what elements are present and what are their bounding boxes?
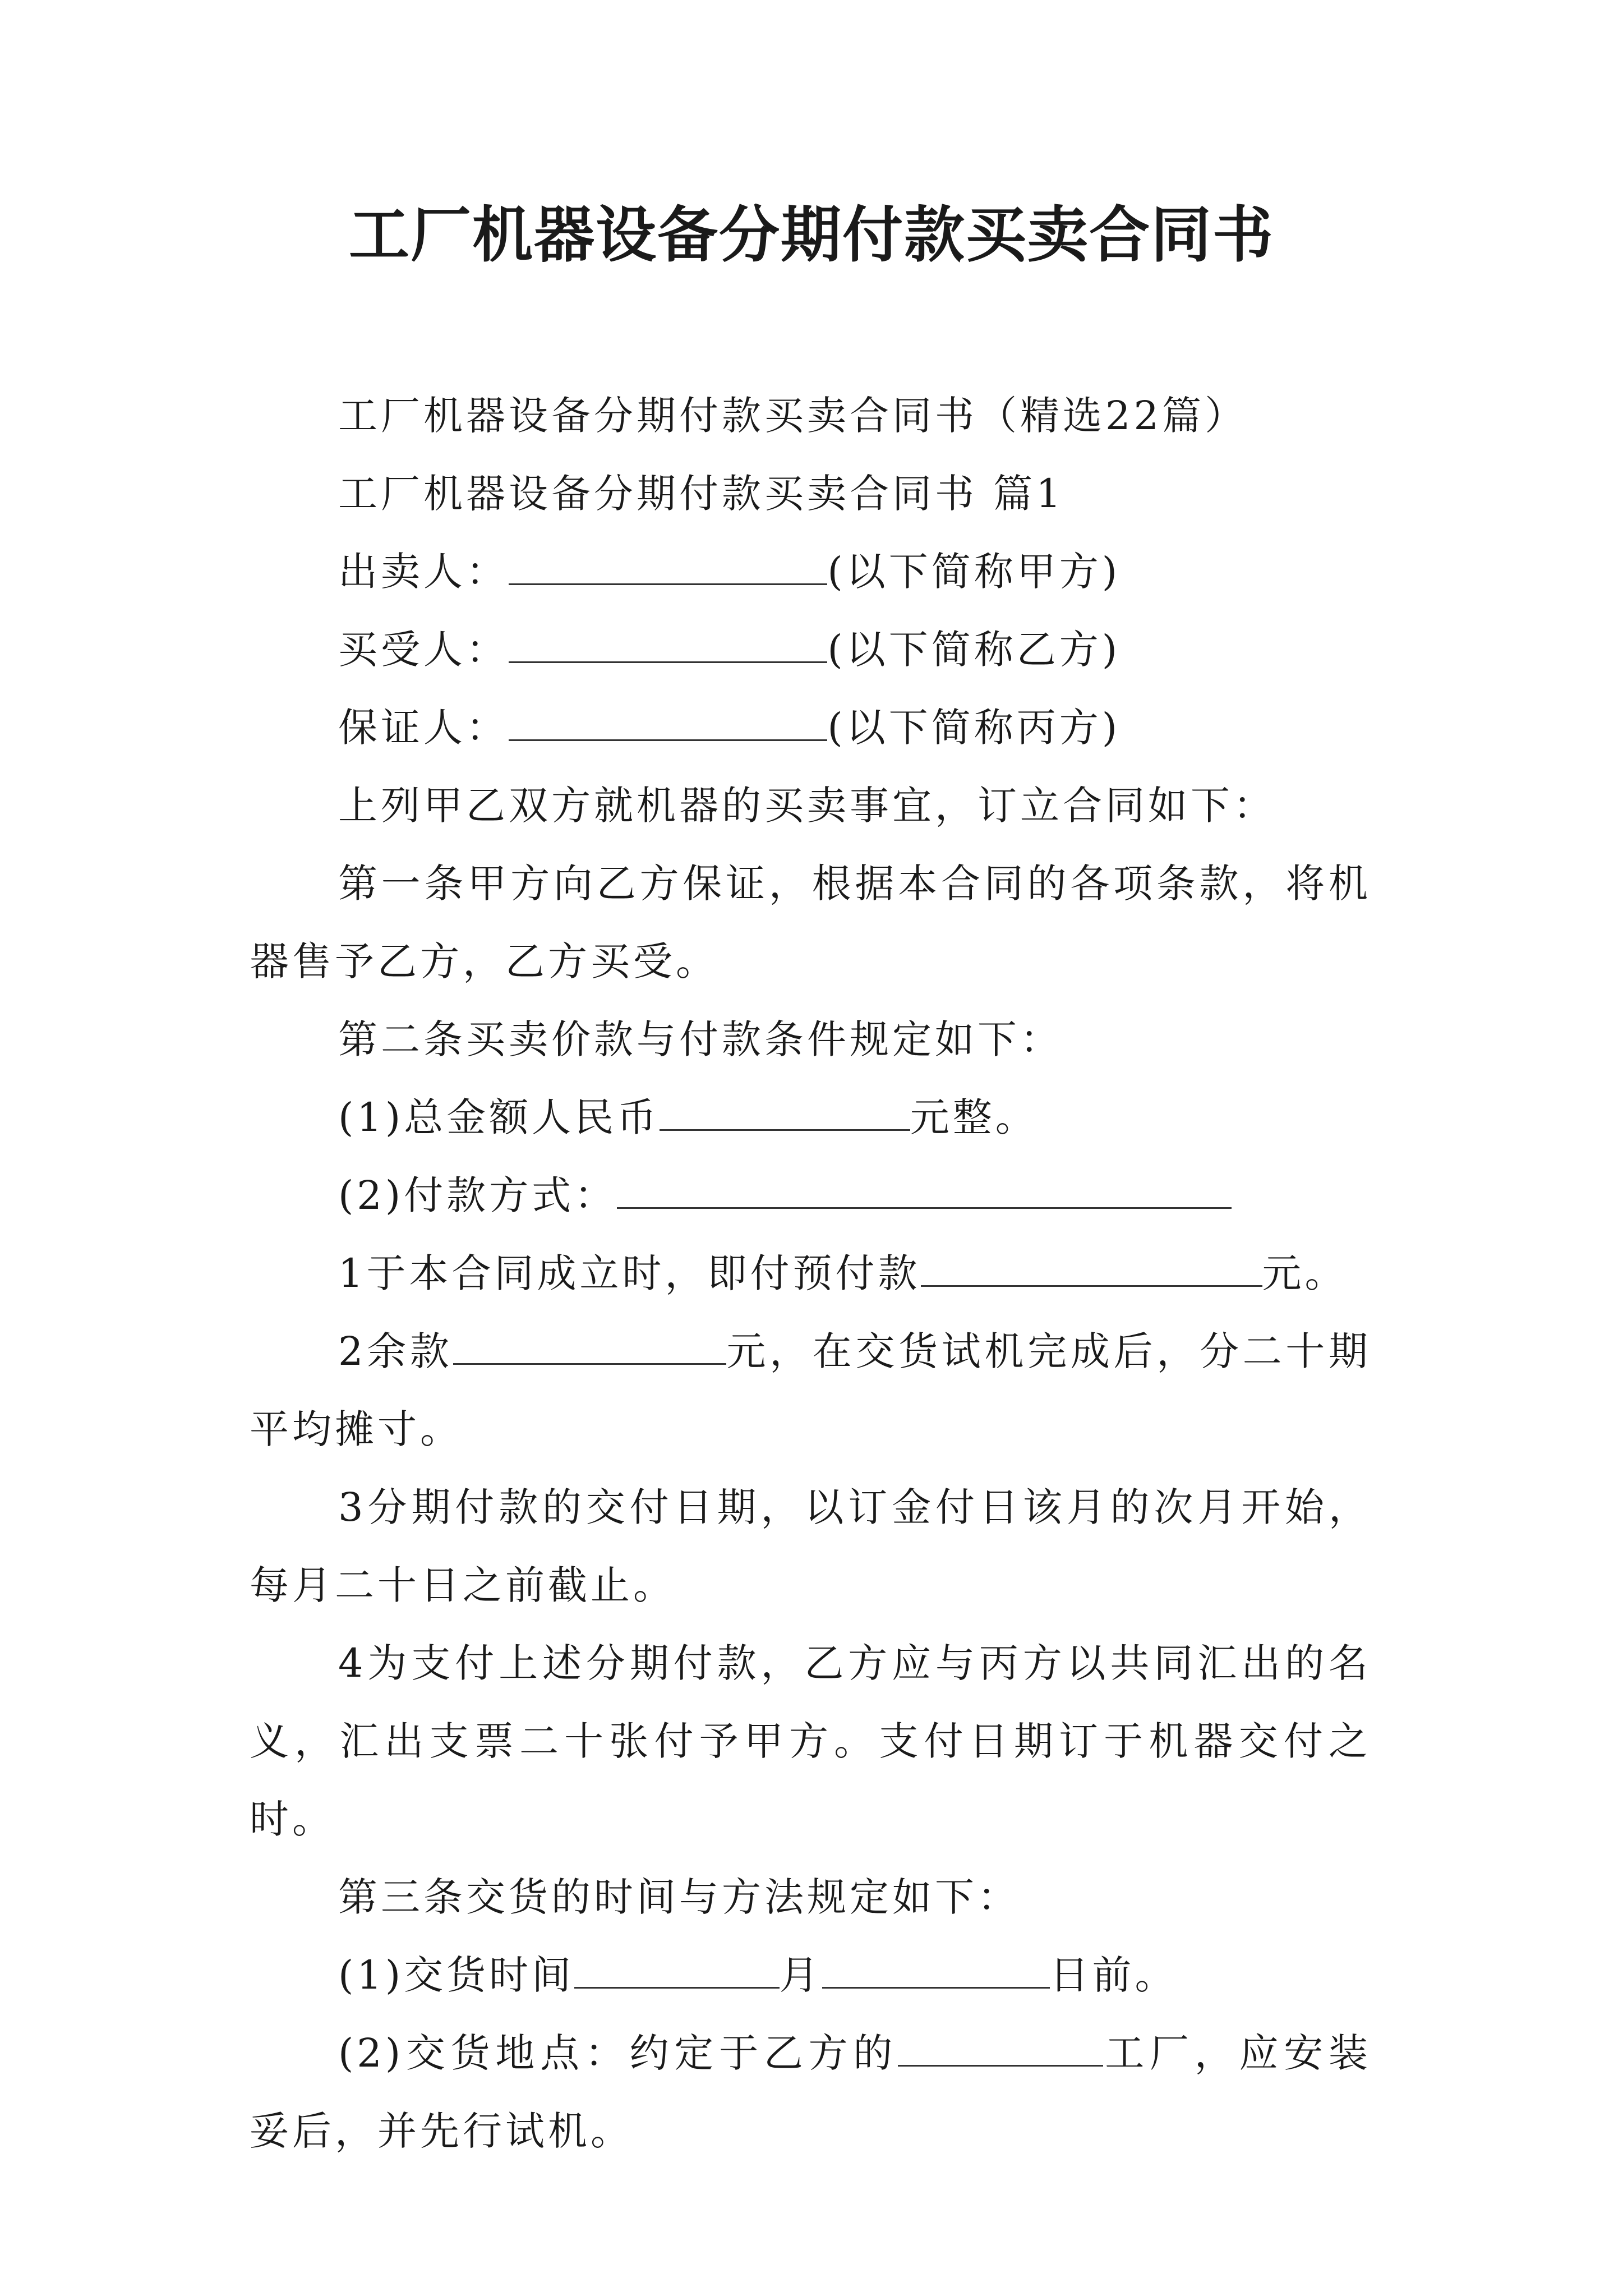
paragraph-prepayment: 1于本合同成立时，即付预付款 元。 — [250, 1235, 1371, 1313]
fill-in-blank — [509, 702, 827, 742]
paragraph-guarantor: 保证人： (以下简称丙方) — [250, 689, 1371, 767]
paragraph-article-3: 第三条交货的时间与方法规定如下： — [338, 1874, 1020, 1920]
document-title: 工厂机器设备分期付款买卖合同书 — [348, 200, 1274, 270]
fill-in-blank — [574, 1950, 779, 1989]
fill-in-blank — [453, 1326, 726, 1365]
fill-in-blank — [822, 1950, 1050, 1989]
paragraph-subtitle: 工厂机器设备分期付款买卖合同书（精选22篇） — [338, 393, 1248, 439]
fill-in-blank — [509, 624, 827, 664]
paragraph-article-2: 第二条买卖价款与付款条件规定如下： — [338, 1016, 1063, 1062]
paragraph-article-1: 第一条甲方向乙方保证，根据本合同的各项条款，将机器售予乙方，乙方买受。 — [250, 861, 1371, 984]
paragraph-buyer: 买受人： (以下简称乙方) — [250, 611, 1371, 689]
paragraph-delivery-time: (1)交货时间 月 日前。 — [250, 1936, 1371, 2014]
paragraph-seller: 出卖人： (以下简称甲方) — [250, 533, 1371, 611]
fill-in-blank — [617, 1170, 1232, 1209]
paragraph-payment-method: (2)付款方式： — [250, 1157, 1371, 1235]
paragraph-installment-dates: 3分期付款的交付日期，以订金付日该月的次月开始，每月二十日之前截止。 — [250, 1484, 1371, 1608]
paragraph-total-amount: (1)总金额人民币 元整。 — [250, 1079, 1371, 1157]
paragraph-preamble: 上列甲乙双方就机器的买卖事宜，订立合同如下： — [338, 783, 1276, 829]
paragraph-part-heading: 工厂机器设备分期付款买卖合同书 篇1 — [338, 471, 1064, 517]
paragraph-balance: 2余款 元，在交货试机完成后，分二十期平均摊寸。 — [250, 1313, 1371, 1469]
paragraph-delivery-place: (2)交货地点：约定于乙方的 工厂，应安装妥后，并先行试机。 — [250, 2014, 1371, 2170]
fill-in-blank — [921, 1248, 1262, 1287]
document-body — [250, 377, 1371, 2170]
fill-in-blank — [898, 2028, 1103, 2067]
fill-in-blank — [660, 1092, 910, 1131]
paragraph-checks: 4为支付上述分期付款，乙方应与丙方以共同汇出的名义，汇出支票二十张付予甲方。支付日期订于机器交付之时。 — [250, 1640, 1371, 1842]
fill-in-blank — [509, 546, 827, 586]
